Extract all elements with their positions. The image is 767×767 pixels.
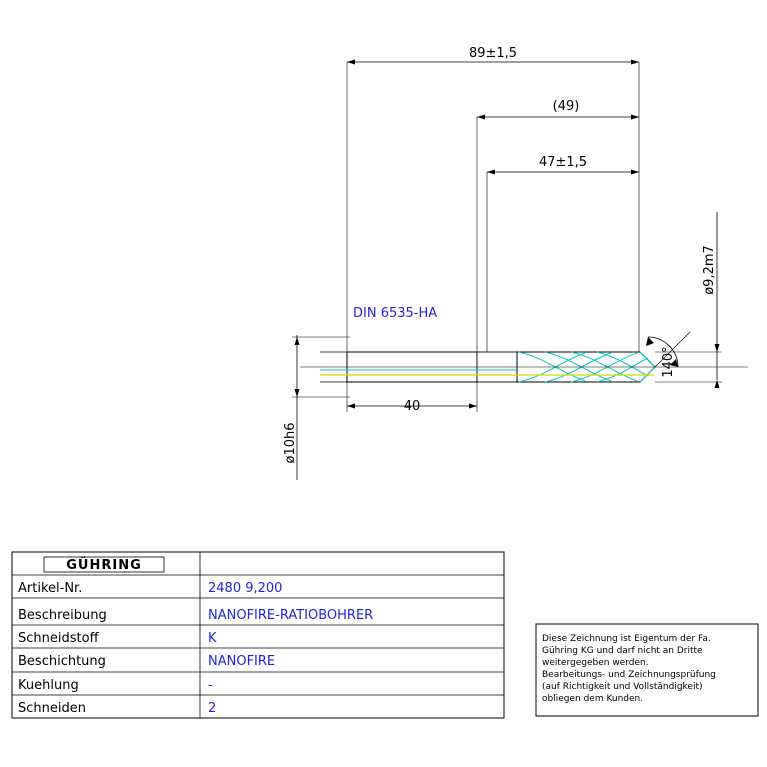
- table-row-value-3: NANOFIRE: [208, 654, 276, 669]
- note-line-5: obliegen dem Kunden.: [542, 694, 644, 704]
- drill-geometry: [300, 352, 748, 382]
- table-row-label-5: Schneiden: [18, 701, 86, 716]
- note-line-1: Gühring KG und darf nicht an Dritte: [542, 646, 703, 656]
- table-row-value-1: NANOFIRE-RATIOBOHRER: [208, 608, 374, 623]
- dim-shank-diameter-label: ø10h6: [283, 422, 298, 464]
- dim-point-angle-label: 140°: [661, 346, 676, 378]
- table-row-value-0: 2480 9,200: [208, 581, 283, 596]
- table-row-label-3: Beschichtung: [18, 654, 106, 669]
- note-line-3: Bearbeitungs- und Zeichnungsprüfung: [542, 670, 716, 680]
- dim-cutting-diameter-label: ø9,2m7: [702, 245, 717, 295]
- table-row-value-2: K: [208, 631, 217, 646]
- dimension-flute-reference: [477, 115, 639, 353]
- note-line-2: weitergegeben werden.: [542, 658, 649, 668]
- table-row-label-4: Kuehlung: [18, 678, 79, 693]
- dimension-flute-length: [487, 170, 639, 353]
- dim-flute-reference-label: (49): [552, 99, 580, 114]
- table-row-value-5: 2: [208, 701, 217, 716]
- dim-shank-length-label: 40: [403, 399, 421, 414]
- table-row-label-0: Artikel-Nr.: [18, 581, 83, 596]
- table-row-value-4: -: [208, 678, 213, 693]
- standard-label: DIN 6535-HA: [353, 306, 438, 321]
- table-row-label-1: Beschreibung: [18, 608, 107, 623]
- note-line-0: Diese Zeichnung ist Eigentum der Fa.: [542, 634, 711, 644]
- company-logo-text: GÜHRING: [66, 558, 142, 573]
- dimension-shank-diameter: [292, 335, 350, 480]
- note-line-4: (auf Richtigkeit und Vollständigkeit): [542, 682, 703, 692]
- dim-flute-length-label: 47±1,5: [538, 155, 588, 170]
- table-row-label-2: Schneidstoff: [18, 631, 99, 646]
- dim-overall-length-label: 89±1,5: [468, 46, 518, 61]
